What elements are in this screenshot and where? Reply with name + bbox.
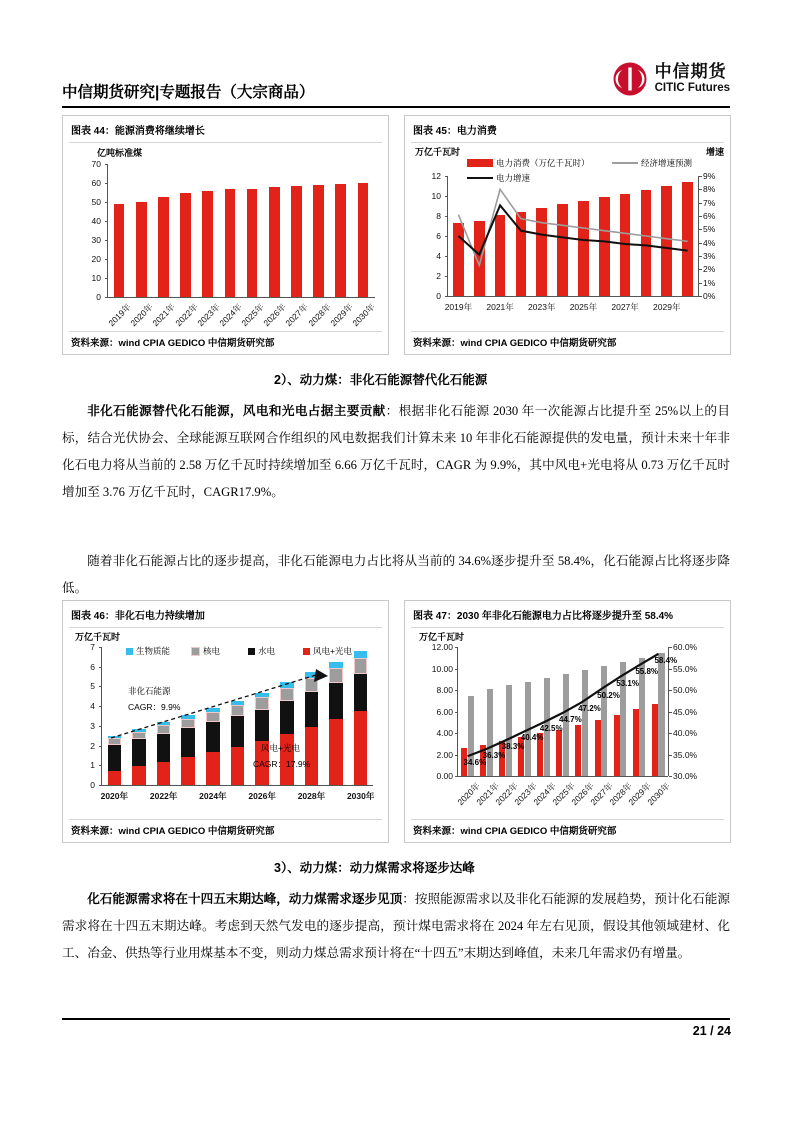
x-tick-label: 2028年 — [297, 791, 326, 801]
y-tick-label: 6 — [90, 661, 95, 672]
figure-46-annot-windsolar-cagr: CAGR：17.9% — [253, 759, 311, 769]
x-tick-label: 2026年 — [248, 791, 276, 801]
figure-45 — [404, 115, 731, 355]
logo-text-cn: 中信期货 — [654, 62, 727, 82]
figure-46-source-divider — [69, 819, 382, 820]
data-label: 47.2% — [578, 704, 601, 714]
data-label: 34.6% — [463, 758, 487, 768]
y2-tick-label: 5% — [703, 224, 716, 235]
figure-45-source-divider — [411, 331, 724, 332]
data-label: 53.1% — [616, 678, 639, 688]
x-tick-label: 2024年 — [531, 780, 558, 808]
y2-tick-label: 6% — [703, 211, 716, 221]
figure-44-source-divider — [69, 331, 382, 332]
figure-45-y2-unit: 增速 — [705, 147, 724, 157]
y2-tick-label: 35.0% — [673, 749, 698, 760]
y2-tick-label: 4% — [703, 237, 716, 248]
figure-45-legend-econ-label: 经济增速预测 — [641, 158, 693, 168]
paragraph-1 — [62, 398, 730, 506]
x-tick-label: 2022年 — [149, 791, 178, 801]
x-tick-label: 2027年 — [283, 301, 311, 329]
x-tick-label: 2029年 — [328, 301, 355, 329]
figure-46-source: 资料来源：wind CPIA GEDICO 中信期货研究部 — [71, 826, 275, 837]
figure-44-y-unit: 亿吨标准煤 — [97, 148, 143, 158]
figure-47-source: 资料来源：wind CPIA GEDICO 中信期货研究部 — [413, 826, 617, 837]
y2-tick-label: 3% — [703, 251, 716, 261]
y-tick-label: 7 — [90, 642, 95, 652]
x-tick-label: 2030年 — [350, 301, 377, 329]
y-tick-label: 40 — [91, 216, 101, 226]
section-heading-2: 2）、动力煤：非化石能源替代化石能源 — [274, 373, 488, 387]
y-tick-label: 70 — [91, 159, 101, 169]
y-tick-label: 30 — [91, 235, 101, 245]
section-heading-3: 3）、动力煤：动力煤需求将逐步达峰 — [274, 861, 475, 875]
figure-46-annot-nonfossil: 非化石能源 — [128, 686, 171, 696]
bar — [313, 185, 324, 297]
y-tick-label: 10 — [431, 191, 441, 201]
y2-tick-label: 45.0% — [673, 706, 698, 717]
x-tick-label: 2025年 — [550, 780, 577, 808]
figure-47-source-divider — [411, 819, 724, 820]
figure-46-title: 图表 46：非化石电力持续增加 — [71, 611, 205, 622]
y-tick-label: 4 — [436, 251, 441, 261]
x-tick-label: 2030年 — [346, 791, 375, 801]
y-tickmark — [105, 221, 108, 222]
bar — [225, 189, 236, 297]
y-tick-label: 0 — [436, 291, 441, 301]
figure-45-title: 图表 45：电力消费 — [413, 126, 497, 137]
figure-46-legend-hydro-label: 水电 — [258, 646, 276, 656]
x-tick-label: 2028年 — [305, 301, 333, 329]
x-tick-label: 2019年 — [106, 301, 133, 329]
y2-tick-label: 55.0% — [673, 663, 698, 674]
x-tick-label: 2023年 — [195, 301, 222, 329]
y-tick-label: 0 — [96, 292, 101, 302]
line-series — [458, 189, 687, 265]
x-tick-label: 2020年 — [128, 301, 156, 329]
x-tick-label: 2023年 — [512, 780, 539, 808]
x-tick-label: 2030年 — [645, 780, 673, 808]
x-tick-label: 2024年 — [199, 791, 227, 801]
figure-44-plot — [63, 140, 390, 330]
bar — [247, 189, 258, 297]
bar — [180, 193, 191, 297]
page-header — [62, 60, 730, 108]
figure-44-x-axis — [107, 297, 375, 298]
y-tick-label: 6 — [436, 231, 441, 241]
y-tick-label: 8 — [436, 211, 441, 221]
figure-45-source: 资料来源：wind CPIA GEDICO 中信期货研究部 — [413, 338, 617, 349]
paragraph-2: 随着非化石能源占比的逐步提高，非化石能源电力占比将从当前的 34.6%逐步提升至 58.4%，化石能源占比将逐步降低。 — [62, 554, 730, 595]
figure-46-legend-biomass-label: 生物质能 — [136, 646, 171, 656]
x-tick-label: 2025年 — [239, 301, 266, 329]
x-tick-label: 2022年 — [493, 780, 520, 808]
y-tickmark — [105, 164, 108, 165]
figure-47-plot — [405, 625, 732, 818]
paragraph-1-body: ：根据非化石能源 2030 年一次能源占比提升至 25%以上的目标，结合光伏协会、全球能源互联网合作组织的风电数据我们计算未来 10 年非化石能源提供的发电量，预计未来十年非化石电力将从当前的 2.58 万亿千瓦时持续增加至 6.66 万亿千瓦时，CAGR 为 9.9%，其中风电+光电将从 0.73 万亿千瓦时增加至 3.76 万亿千瓦时，CAGR17.9%。 — [62, 404, 731, 499]
y-tick-label: 2.00 — [436, 749, 453, 760]
bar — [358, 183, 369, 297]
trend-arrowhead — [314, 669, 328, 682]
y-tickmark — [105, 259, 108, 260]
bar — [114, 204, 125, 297]
data-label: 58.4% — [654, 655, 678, 665]
y-tick-label: 2 — [90, 740, 95, 751]
paragraph-3-lead: 化石能源需求将在十四五末期达峰，动力煤需求逐步见顶 — [87, 892, 403, 906]
x-tick-label: 2029年 — [626, 780, 654, 808]
x-tick-label: 2020年 — [454, 780, 482, 808]
figure-45-legend-power-label: 电力增速 — [496, 173, 531, 183]
y-tick-label: 12 — [431, 171, 441, 181]
paragraph-3 — [62, 886, 730, 967]
y-tick-label: 0 — [90, 780, 95, 790]
data-label: 40.4% — [520, 733, 544, 743]
paragraph-3-body: ：按照能源需求以及非化石能源的发展趋势，预计化石能源需求将在十四五末期达峰。考虑到天然气发电的逐步提高，预计煤电需求将在 2024 年左右见顶，假设其他领域建材、化工、冶金、供热等行业用煤基本不变，则动力煤总需求预计将在“十四五”末期达到峰值，未来几年需求仍有增量。 — [62, 892, 731, 960]
header-divider — [62, 106, 730, 108]
data-label: 36.3% — [482, 750, 506, 760]
y2-tick-label: 0% — [703, 291, 716, 301]
y2-tick-label: 40.0% — [673, 728, 698, 738]
figure-45-plot — [405, 140, 732, 330]
y-tick-label: 12.00 — [431, 642, 453, 652]
footer-divider — [62, 1018, 730, 1020]
x-tick-label: 2027年 — [588, 780, 615, 808]
figure-46-legend-nuclear-label: 核电 — [203, 646, 221, 656]
y-tickmark — [105, 278, 108, 279]
y-tick-label: 50 — [91, 197, 101, 207]
y-tick-label: 5 — [90, 681, 95, 692]
figure-46-annot-windsolar: 风电+光电 — [261, 743, 300, 753]
figure-45-y-unit: 万亿千瓦时 — [415, 147, 461, 157]
bar — [202, 191, 213, 297]
x-tick-label: 2027年 — [611, 302, 639, 312]
y-tickmark — [105, 183, 108, 184]
y-tickmark — [105, 202, 108, 203]
bar — [158, 197, 169, 297]
bar — [269, 187, 280, 297]
y-tick-label: 8.00 — [436, 685, 453, 695]
x-tick-label: 2025年 — [569, 302, 598, 312]
page-number: 21 / 24 — [692, 1024, 731, 1038]
figure-44-title: 图表 44：能源消费将继续增长 — [71, 126, 205, 137]
y-tickmark — [105, 240, 108, 241]
x-tick-label: 2019年 — [444, 302, 473, 312]
y-tick-label: 2 — [436, 271, 441, 281]
y2-tick-label: 2% — [703, 264, 716, 275]
bar — [335, 184, 346, 297]
figure-46-y-unit: 万亿千瓦时 — [75, 632, 121, 642]
logo-wordmark — [655, 63, 730, 95]
x-tick-label: 2026年 — [261, 301, 289, 329]
x-tick-label: 2021年 — [150, 301, 178, 329]
y-tick-label: 10.00 — [431, 663, 453, 674]
y-tick-label: 20 — [91, 254, 101, 264]
y-tick-label: 60 — [91, 178, 101, 188]
y2-tick-label: 1% — [703, 277, 716, 288]
figure-47 — [404, 600, 731, 843]
y-tick-label: 1 — [90, 760, 95, 771]
x-tick-label: 2028年 — [607, 780, 635, 808]
citic-logo-icon — [612, 61, 648, 97]
y2-tick-label: 7% — [703, 197, 716, 208]
figure-44-source: 资料来源：wind CPIA GEDICO 中信期货研究部 — [71, 338, 275, 349]
x-tick-label: 2020年 — [100, 791, 129, 801]
figure-46-legend-windsolar-label: 风电+光电 — [313, 646, 352, 656]
figure-47-y-unit: 万亿千瓦时 — [419, 632, 465, 642]
figure-46-plot — [63, 625, 390, 818]
y-tick-label: 4 — [90, 701, 95, 712]
data-label: 44.7% — [559, 714, 582, 724]
data-label: 55.8% — [635, 667, 659, 677]
y-tickmark — [105, 297, 108, 298]
citic-futures-logo — [612, 58, 730, 100]
y2-tick-label: 60.0% — [673, 642, 698, 652]
x-tick-label: 2021年 — [473, 780, 501, 808]
paragraph-1-lead: 非化石能源替代化石能源，风电和光电占据主要贡献 — [87, 404, 386, 418]
data-label: 42.5% — [539, 724, 563, 734]
x-tick-label: 2024年 — [217, 301, 244, 329]
y2-tick-label: 8% — [703, 184, 716, 195]
x-tick-label: 2029年 — [653, 302, 681, 312]
y2-tick-label: 30.0% — [673, 771, 698, 781]
data-label: 50.2% — [597, 691, 620, 701]
y-tick-label: 3 — [90, 720, 95, 731]
data-label: 38.3% — [501, 742, 525, 752]
logo-text-en: CITIC Futures — [654, 82, 730, 95]
figure-47-title: 图表 47：2030 年非化石能源电力占比将逐步提升至 58.4% — [413, 611, 674, 622]
line-series — [458, 205, 687, 254]
figure-46 — [62, 600, 389, 843]
y-tick-label: 6.00 — [436, 706, 453, 717]
x-tick-label: 2022年 — [172, 301, 200, 329]
x-tick-label: 2021年 — [486, 302, 514, 312]
y2-tick-label: 50.0% — [673, 685, 698, 695]
header-title: 中信期货研究|专题报告（大宗商品） — [62, 84, 315, 101]
y2-tick-label: 9% — [703, 171, 716, 181]
y-tick-label: 4.00 — [436, 728, 453, 738]
figure-46-annot-nonfossil-cagr: CAGR：9.9% — [128, 702, 181, 712]
x-tick-label: 2023年 — [528, 302, 556, 312]
figure-44 — [62, 115, 389, 355]
figure-45-legend-bar-label: 电力消费（万亿千瓦时） — [496, 158, 590, 168]
x-tick-label: 2026年 — [569, 780, 596, 808]
bar — [291, 186, 302, 297]
y-tick-label: 10 — [91, 273, 101, 283]
share-line — [468, 654, 659, 756]
bar — [136, 202, 147, 297]
y-tick-label: 0.00 — [436, 771, 453, 781]
